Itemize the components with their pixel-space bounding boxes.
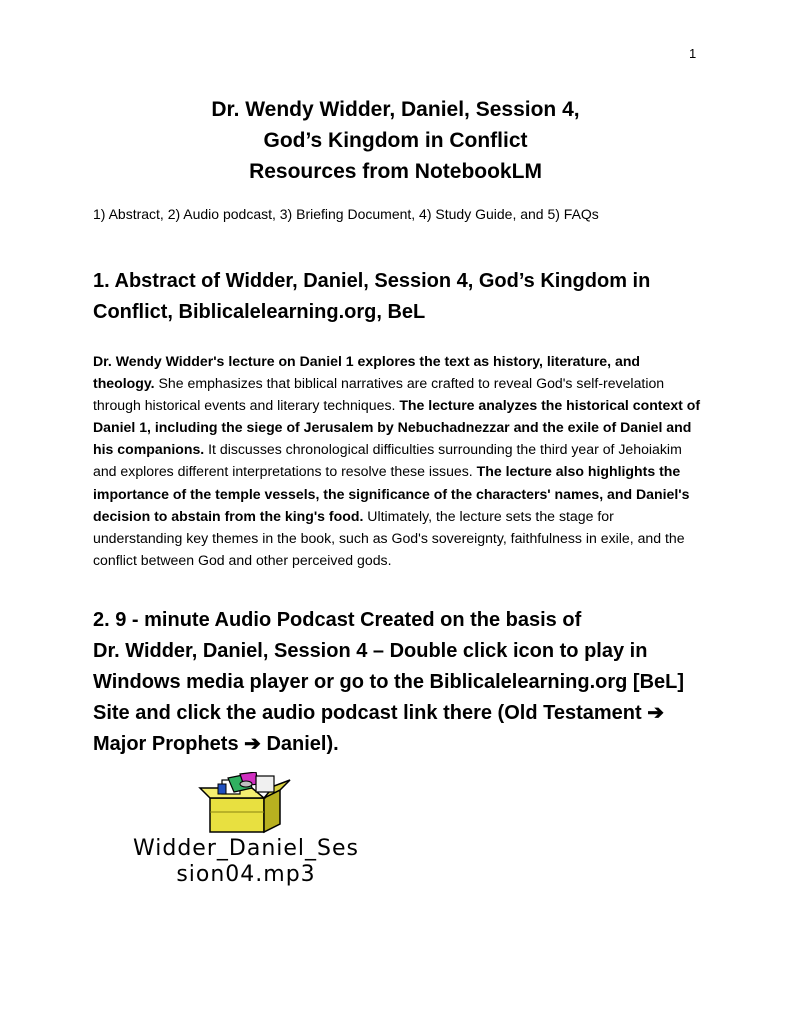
title-line-2: God’s Kingdom in Conflict <box>263 129 528 152</box>
page-number: 1 <box>689 46 697 61</box>
abstract-sentence-1: Dr. Wendy Widder's lecture on Daniel 1 explores the text as history, literature, and theology. <box>93 353 641 392</box>
audio-podcast-file[interactable] <box>96 772 396 892</box>
audio-file-name-line-2: sion04.mp3 <box>176 862 316 887</box>
audio-file-name[interactable] <box>96 836 396 888</box>
document-title <box>0 94 791 187</box>
section-1-heading: 1. Abstract of Widder, Daniel, Session 4, God’s Kingdom in Conflict, Biblicalelearning.org, BeL <box>93 270 651 323</box>
section-2-line-3: Major Prophets <box>93 733 245 755</box>
right-arrow-icon: ➔ <box>647 702 664 724</box>
section-2-heading <box>93 605 713 760</box>
section-2-body <box>93 636 713 760</box>
title-line-1: Dr. Wendy Widder, Daniel, Session 4, <box>211 98 580 121</box>
abstract-sentence-3: The lecture analyzes the historical context of Daniel 1, including the siege of Jerusalem by Nebuchadnezzar and the exile of Daniel and his companions. <box>93 397 701 458</box>
abstract-sentence-5: The lecture also highlights the importance of the temple vessels, the significance of the characters' names, and Daniel's decision to abstain from the king's food. <box>93 463 690 524</box>
abstract-sentence-6: Ultimately, the lecture sets the stage for understanding key themes in the book, such as God's sovereignty, faithfulness in exile, and the conflict between God and other perceived gods. <box>93 507 685 568</box>
section-2-line-4: Daniel). <box>260 733 339 755</box>
abstract-paragraph <box>93 350 705 571</box>
audio-file-name-line-1: Widder_Daniel_Ses <box>133 836 359 861</box>
title-line-3: Resources from NotebookLM <box>249 160 542 183</box>
section-2-line-2: Dr. Widder, Daniel, Session 4 – Double click icon to play in Windows media player or go to the Biblicalelearning.org [BeL] Site and click the audio podcast link there (Old Testament <box>93 640 685 724</box>
abstract-sentence-2: She emphasizes that biblical narratives are crafted to reveal God's self-revelation through historical events and literary techniques. <box>93 375 665 414</box>
resources-list: 1) Abstract, 2) Audio podcast, 3) Briefing Document, 4) Study Guide, and 5) FAQs <box>93 206 599 222</box>
section-2-line-1: 2. 9 - minute Audio Podcast Created on the basis of <box>93 609 582 631</box>
right-arrow-icon: ➔ <box>244 733 261 755</box>
abstract-sentence-4: It discusses chronological difficulties surrounding the third year of Jehoiakim and explores different interpretations to resolve these issues. <box>93 441 682 480</box>
winzip-package-icon[interactable] <box>196 772 291 834</box>
